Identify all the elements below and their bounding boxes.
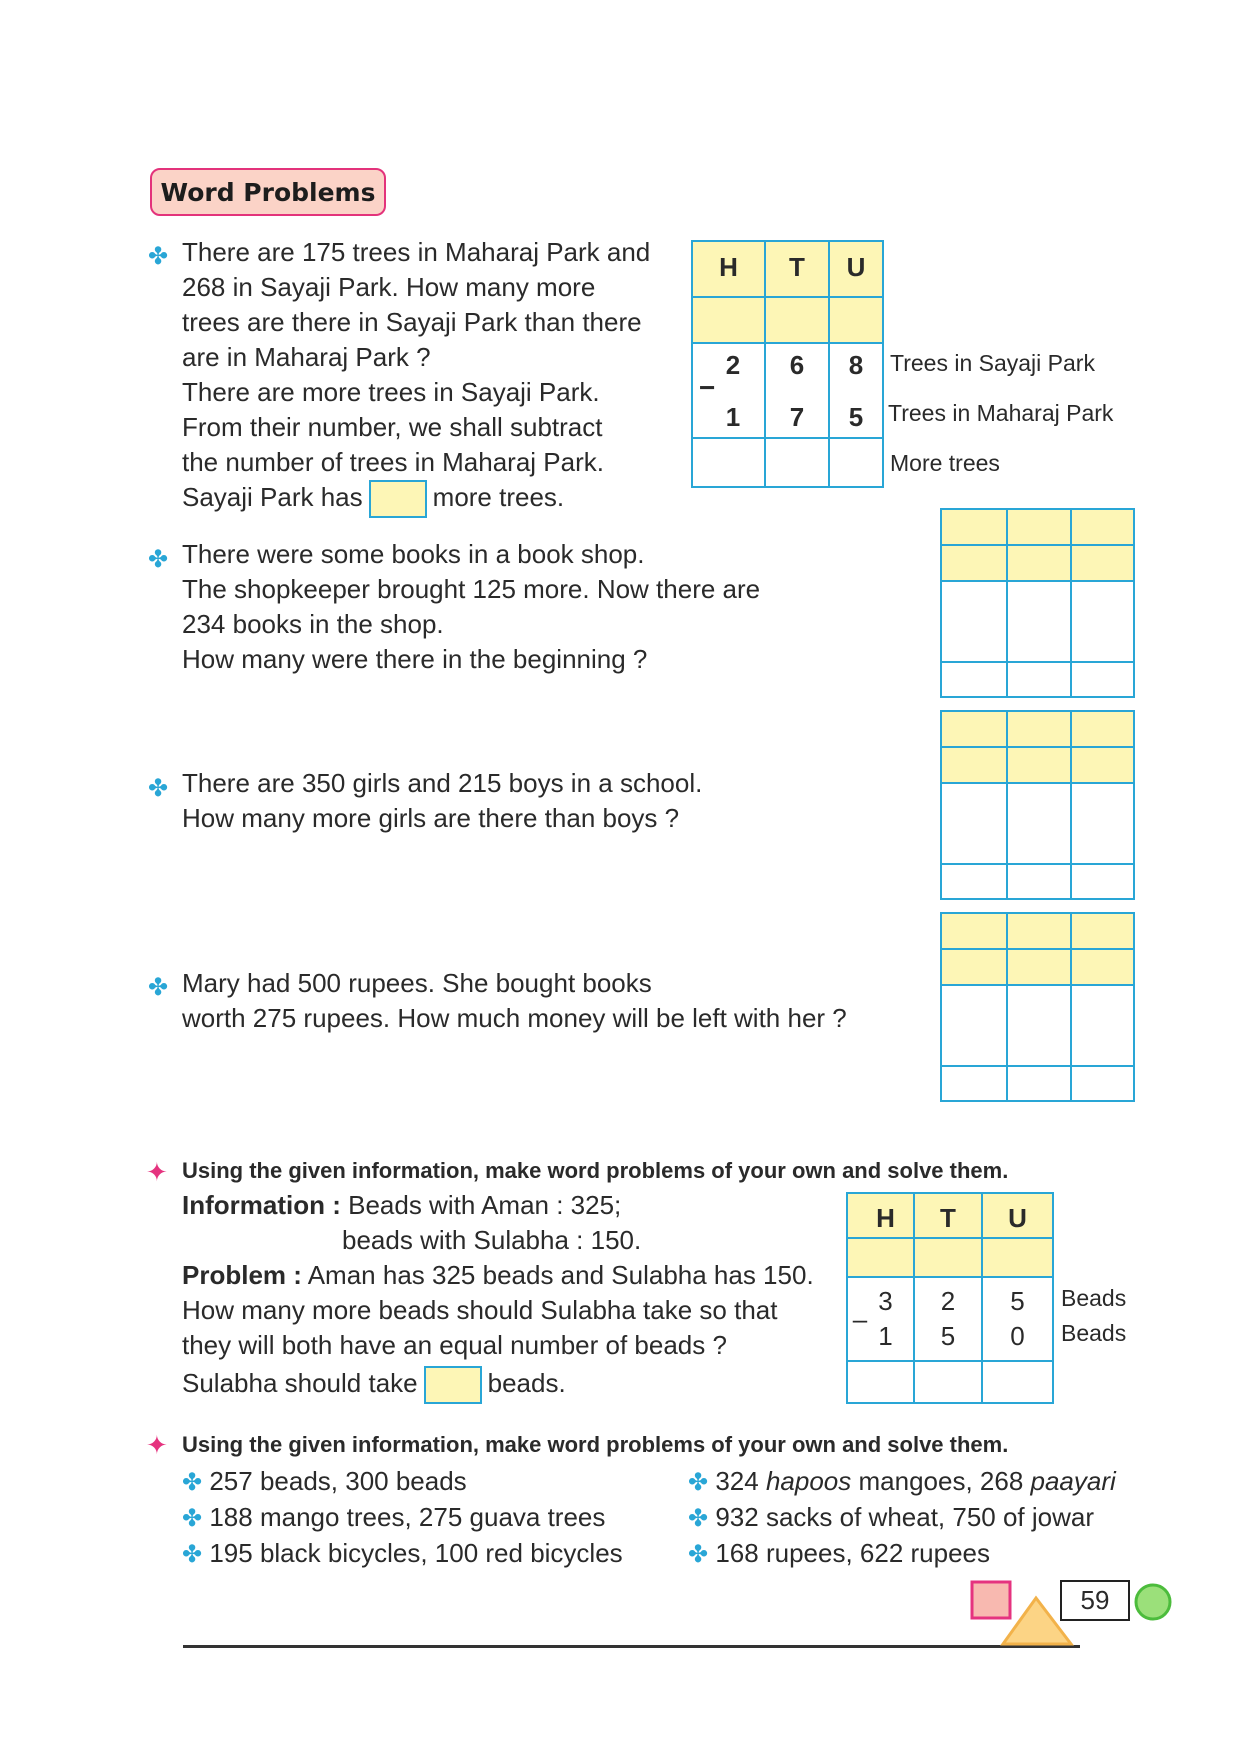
- list-text: 257 beads, 300 beads: [209, 1466, 467, 1496]
- digit: 2: [940, 1286, 956, 1316]
- htu-table-1: [691, 240, 884, 488]
- list-item: [182, 1464, 623, 1500]
- text-line: 268 in Sayaji Park. How many more: [182, 272, 596, 302]
- problem-line: [182, 1258, 814, 1293]
- answer-suffix: more trees.: [432, 482, 565, 512]
- list-item: [182, 1536, 623, 1572]
- square-shape: [972, 1582, 1010, 1618]
- bullet-icon: ✤: [688, 1469, 709, 1496]
- bullet-icon: ✤: [688, 1505, 709, 1532]
- problem-line: How many more beads should Sulabha take so that: [182, 1295, 778, 1325]
- digit: 5: [1010, 1286, 1025, 1316]
- row-label: More trees: [890, 450, 1000, 476]
- minus-sign: −: [699, 372, 716, 403]
- htu-table-4[interactable]: [940, 912, 1135, 1102]
- htu-table-2[interactable]: [940, 508, 1135, 698]
- page-number: 59: [1060, 1580, 1130, 1621]
- minus-sign: –: [852, 1304, 868, 1334]
- problem-2-text: [182, 537, 760, 677]
- list-item: [688, 1536, 1116, 1572]
- bullet-icon: ✤: [148, 974, 169, 1001]
- left-list: [182, 1464, 623, 1572]
- text-line: 234 books in the shop.: [182, 609, 444, 639]
- row-label: Trees in Sayaji Park: [890, 350, 1095, 376]
- list-text: 188 mango trees, 275 guava trees: [209, 1502, 606, 1532]
- bullet-icon: ✤: [148, 775, 169, 802]
- circle-shape: [1136, 1585, 1170, 1619]
- text-line: the number of trees in Maharaj Park.: [182, 447, 604, 477]
- text-line: trees are there in Sayaji Park than there: [182, 307, 642, 337]
- bullet-icon: ✤: [182, 1469, 203, 1496]
- digit: 2: [725, 350, 741, 380]
- list-item: [182, 1500, 623, 1536]
- list-item: [688, 1500, 1116, 1536]
- list-text: 168 rupees, 622 rupees: [715, 1538, 990, 1568]
- digit: 1: [878, 1321, 893, 1351]
- text-line: worth 275 rupees. How much money will be left with her ?: [182, 1003, 847, 1033]
- bullet-icon: ✤: [182, 1541, 203, 1568]
- header-t: T: [940, 1203, 956, 1233]
- row-label: Beads: [1061, 1320, 1127, 1346]
- bullet-icon: ✤: [688, 1541, 709, 1568]
- htu-table-beads: [846, 1192, 1054, 1404]
- star-bullet-icon: ✦: [146, 1157, 168, 1187]
- header-h: H: [719, 252, 738, 282]
- header-h: H: [876, 1203, 895, 1233]
- bullet-icon: ✤: [148, 546, 169, 573]
- list-text: 195 black bicycles, 100 red bicycles: [209, 1538, 623, 1568]
- digit: 6: [789, 350, 805, 380]
- problem-4-text: [182, 966, 847, 1036]
- text-line: Mary had 500 rupees. She bought books: [182, 968, 652, 998]
- text-line: There are more trees in Sayaji Park.: [182, 377, 600, 407]
- text-line: The shopkeeper brought 125 more. Now there are: [182, 574, 761, 604]
- answer-line: [182, 1366, 814, 1404]
- problem-line: they will both have an equal number of beads ?: [182, 1330, 727, 1360]
- bullet-icon: ✤: [148, 243, 169, 270]
- info-block: [182, 1188, 814, 1404]
- answer-box[interactable]: [369, 480, 427, 518]
- htu-table-3[interactable]: [940, 710, 1135, 900]
- digit: 8: [848, 350, 864, 380]
- digit: 0: [1010, 1321, 1025, 1351]
- answer-prefix: Sulabha should take: [182, 1368, 418, 1398]
- text-line: There are 350 girls and 215 boys in a school.: [182, 768, 703, 798]
- problem-3-text: [182, 766, 702, 836]
- text-line: are in Maharaj Park ?: [182, 342, 431, 372]
- problem-1-text: [182, 235, 650, 518]
- footer-rule: [183, 1645, 1080, 1648]
- star-bullet-icon: ✦: [146, 1430, 168, 1460]
- list-text-italic: paayari: [1030, 1466, 1116, 1496]
- info-label: Information :: [182, 1190, 341, 1220]
- list-text: mangoes, 268: [851, 1466, 1031, 1496]
- instruction: Using the given information, make word problems of your own and solve them.: [182, 1158, 1009, 1183]
- answer-prefix: Sayaji Park has: [182, 482, 363, 512]
- answer-box[interactable]: [424, 1366, 482, 1404]
- answer-suffix: beads.: [487, 1368, 566, 1398]
- list-item: [688, 1464, 1116, 1500]
- digit: 1: [725, 402, 741, 432]
- list-text-italic: hapoos: [765, 1466, 852, 1496]
- digit: 5: [940, 1321, 956, 1351]
- info-text: Beads with Aman : 325;: [348, 1190, 622, 1220]
- text-line: From their number, we shall subtract: [182, 412, 603, 442]
- header-u: U: [846, 252, 866, 282]
- info-line: [182, 1188, 814, 1223]
- header-t: T: [789, 252, 805, 282]
- problem-text: Aman has 325 beads and Sulabha has 150.: [307, 1260, 814, 1290]
- info-line: beads with Sulabha : 150.: [342, 1225, 642, 1255]
- answer-line: [182, 480, 650, 518]
- digit: 3: [878, 1286, 893, 1316]
- digit: 5: [848, 402, 864, 432]
- text-line: How many were there in the beginning ?: [182, 644, 648, 674]
- row-label: Trees in Maharaj Park: [888, 400, 1114, 426]
- bullet-icon: ✤: [182, 1505, 203, 1532]
- row-label: Beads: [1061, 1285, 1127, 1311]
- problem-label: Problem :: [182, 1260, 302, 1290]
- instruction: Using the given information, make word problems of your own and solve them.: [182, 1432, 1009, 1457]
- text-line: How many more girls are there than boys ?: [182, 803, 680, 833]
- text-line: There are 175 trees in Maharaj Park and: [182, 237, 651, 267]
- list-text: 324: [715, 1466, 766, 1496]
- section-title: Word Problems: [150, 168, 386, 216]
- right-list: [688, 1464, 1116, 1572]
- digit: 7: [789, 402, 805, 432]
- header-u: U: [1008, 1203, 1027, 1233]
- list-text: 932 sacks of wheat, 750 of jowar: [715, 1502, 1095, 1532]
- text-line: There were some books in a book shop.: [182, 539, 645, 569]
